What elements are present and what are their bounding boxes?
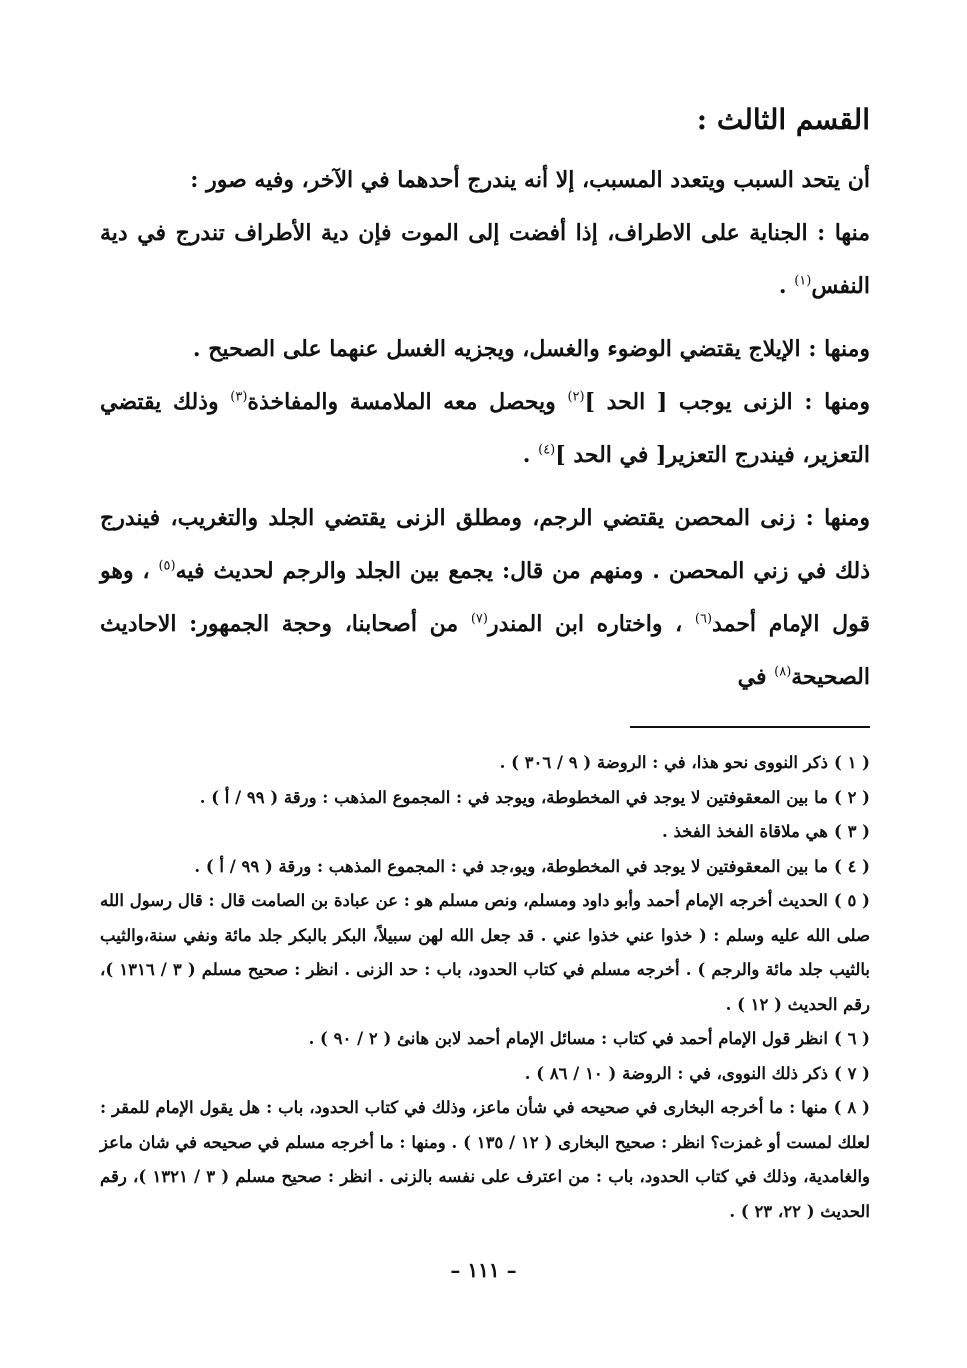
- footnote-8: ( ٨ )منها : ما أخرجه البخارى في صحيحه في شأن ماعز، وذلك في كتاب الحدود، باب : هل يقول الإمام للمقر : لعلك لمست أو غمزت؟ انظر : صحيح البخارى ( ١٢ / ١٣٥ ) . ومنها : ما أخرجه مسلم في صحيحه في شان ماعز والغامدية، وذلك في كتاب الحدود، باب : من اعترف على نفسه بالزنى . انظر : صحيح مسلم ( ٣ / ١٣٢١ )، رقم الحديث ( ٢٢، ٢٣ ) .: [100, 1098, 871, 1221]
- paragraph-2: ومنها : الإيلاج يقتضي الوضوء والغسل، ويجزيه الغسل عنهما على الصحيح .: [192, 336, 870, 362]
- footnote-6: ( ٦ )انظر قول الإمام أحمد في كتاب : مسائل الإمام أحمد لابن هانئ ( ٢ / ٩٠ ) .: [308, 1029, 870, 1048]
- footnote-5: ( ٥ )الحديث أخرجه الإمام أحمد وأبو داود ومسلم، ونص مسلم هو : عن عبادة بن الصامت قال : قال رسول الله صلى الله عليه وسلم : ( خذوا عني خذوا عني . قد جعل الله لهن سبيلاً، البكر بالبكر جلد مائة ونفي سنة،والثيب بالثيب جلد مائة والرجم ) . أخرجه مسلم في كتاب الحدود، باب : حد الزنى . انظر : صحيح مسلم ( ٣ / ١٣١٦ )، رقم الحديث ( ١٢ ) .: [100, 891, 870, 1014]
- paragraph-3: ومنها : الزنى يوجب [ الحد ]$^{(٢)}$ ويحصل معه الملامسة والمفاخذة$^{(٣)}$ وذلك يقتضي التعزير، فيندرج التعزير[ في الحد ]$^{(٤)}$ .: [100, 389, 870, 468]
- footnote-ref-8[interactable]: (٨): [774, 664, 792, 680]
- footnote-3: ( ٣ )هي ملاقاة الفخذ الفخذ .: [662, 822, 870, 841]
- body-text: [100, 154, 870, 704]
- footnote-ref-1[interactable]: (١): [794, 273, 812, 289]
- section-title: القسم الثالث :: [696, 103, 870, 136]
- page-number: – ١١١ –: [450, 1258, 517, 1282]
- footnote-4: ( ٤ )ما بين المعقوفتين لا يوجد في المخطوطة، ويو،جد في : المجموع المذهب : ورقة ( ٩٩ / أ ) .: [194, 856, 870, 876]
- footnote-7: ( ٧ )ذكر ذلك النووى، في : الروضة ( ١٠ / ٨٦ ) .: [524, 1063, 870, 1083]
- footnote-ref-6[interactable]: (٦): [694, 611, 713, 627]
- footnote-ref-3[interactable]: (٣): [230, 389, 248, 405]
- footnote-ref-5[interactable]: (٥): [158, 558, 176, 574]
- footnote-ref-4[interactable]: (٤): [538, 442, 556, 458]
- footnote-ref-2[interactable]: (٢): [567, 389, 585, 405]
- paragraph-intro: أن يتحد السبب ويتعدد المسبب، إلا أنه يندرج أحدهما في الآخر، وفيه صور :: [190, 167, 870, 193]
- paragraph-1: منها : الجناية على الاطراف، إذا أفضت إلى الموت فإن دية الأطراف تندرج في دية النفس$^{(١)}$ .: [100, 220, 870, 299]
- footnote-divider: [630, 726, 870, 728]
- footnotes: [100, 746, 870, 1229]
- paragraph-4: ومنها : زنى المحصن يقتضي الرجم، ومطلق الزنى يقتضي الجلد والتغريب، فيندرج ذلك في زني المحصن . ومنهم من قال: يجمع بين الجلد والرجم لحديث فيه$^{(٥)}$ ، وهو قول الإمام أحمد$^{(٦)}$ ، واختاره ابن المندر$^{(٧)}$ من أصحابنا، وحجة الجمهور: الاحاديث الصحيحة$^{(٨)}$ في: [100, 505, 871, 690]
- footnote-1: ( ١ )ذكر النووى نحو هذا، في : الروضة ( ٩ / ٣٠٦ ) .: [499, 753, 870, 772]
- page-content: [100, 100, 870, 1229]
- footnote-ref-7[interactable]: (٧): [470, 611, 488, 627]
- footnote-2: ( ٢ )ما بين المعقوفتين لا يوجد في المخطوطة، ويوجد في : المجموع المذهب : ورقة ( ٩٩ / أ ) .: [199, 787, 870, 807]
